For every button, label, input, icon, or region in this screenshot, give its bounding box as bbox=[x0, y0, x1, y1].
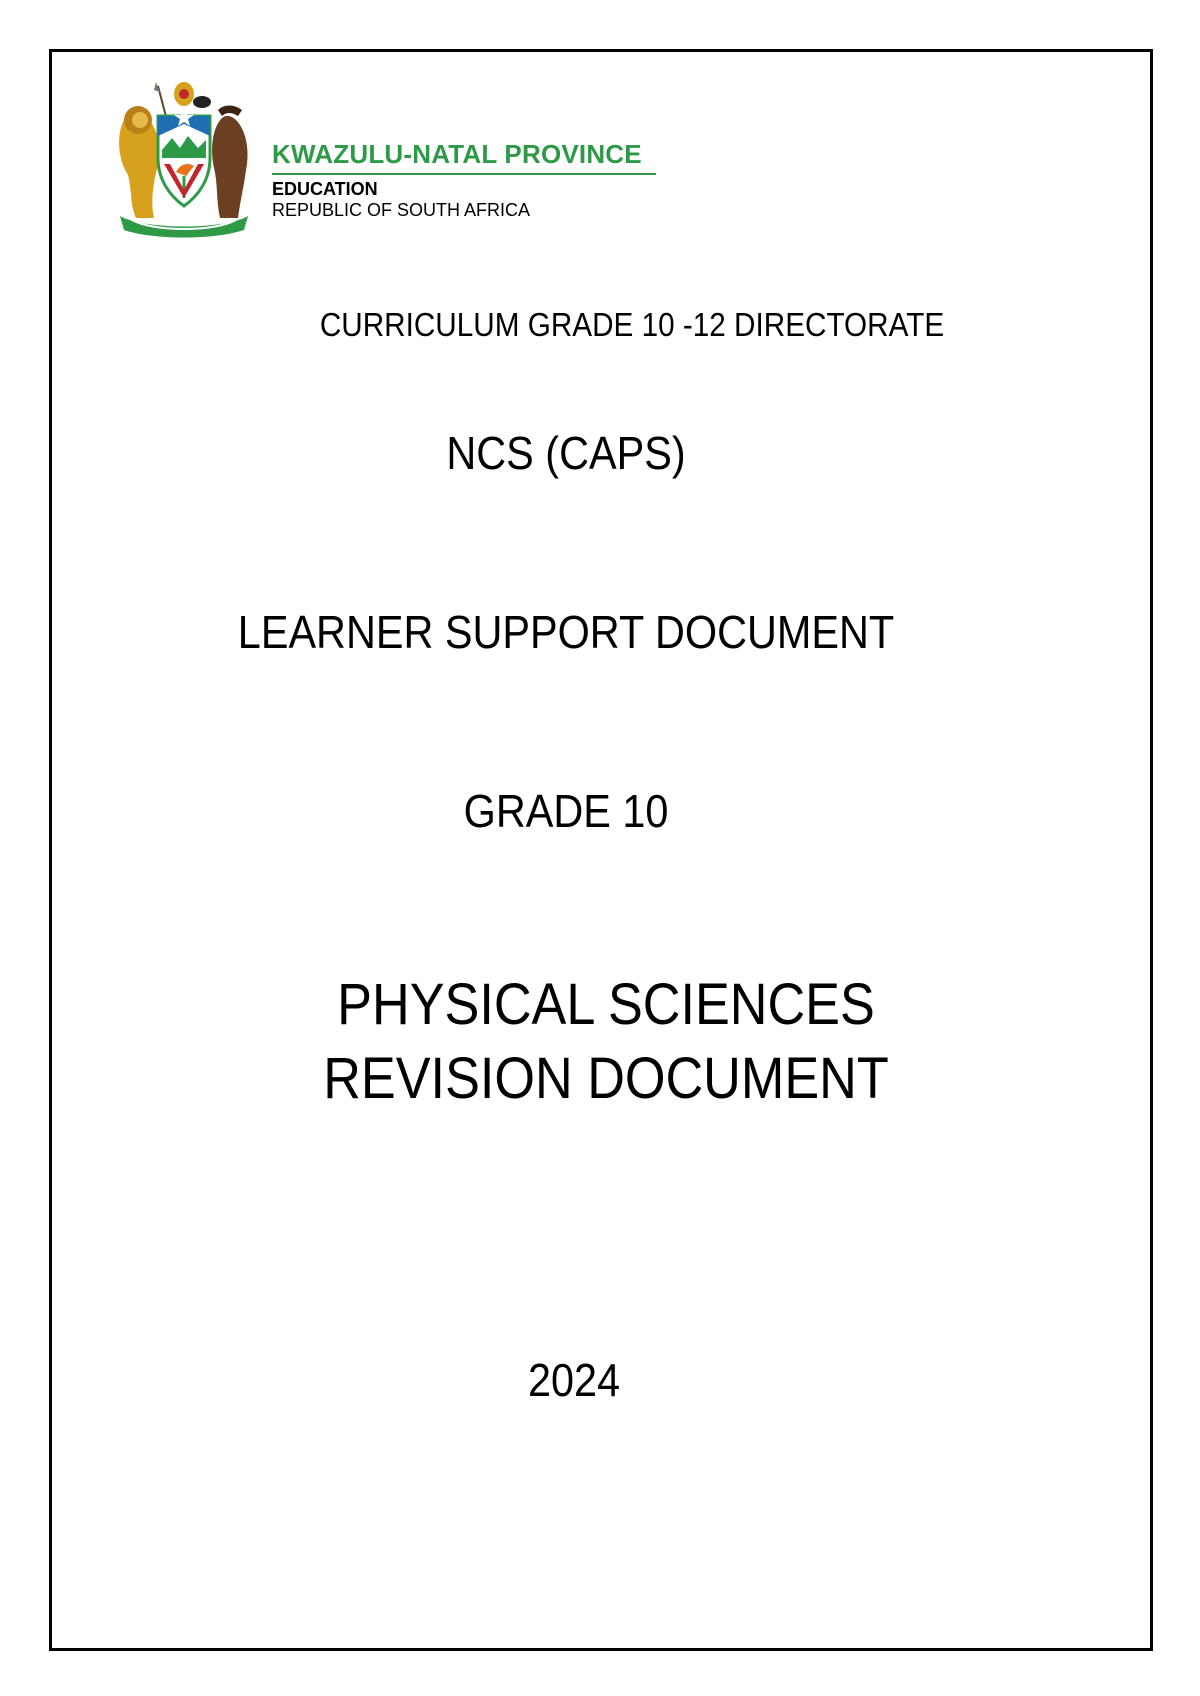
page-border bbox=[49, 49, 1153, 1651]
subject-title bbox=[61, 968, 1152, 1116]
kwazulu-natal-coat-of-arms-icon bbox=[114, 80, 254, 238]
subject-title-line-2: REVISION DOCUMENT bbox=[323, 1046, 889, 1111]
province-name: KWAZULU-NATAL PROVINCE bbox=[272, 139, 642, 169]
grade-heading: GRADE 10 bbox=[463, 785, 669, 837]
document-type-heading: LEARNER SUPPORT DOCUMENT bbox=[237, 606, 895, 658]
curriculum-label: NCS (CAPS) bbox=[446, 427, 686, 479]
brand-divider bbox=[272, 173, 656, 175]
directorate-title: CURRICULUM GRADE 10 -12 DIRECTORATE bbox=[319, 306, 945, 343]
country-name: REPUBLIC OF SOUTH AFRICA bbox=[272, 200, 531, 220]
department-name: EDUCATION bbox=[272, 179, 378, 199]
subject-title-line-1: PHYSICAL SCIENCES bbox=[337, 972, 875, 1037]
document-year: 2024 bbox=[527, 1354, 621, 1406]
